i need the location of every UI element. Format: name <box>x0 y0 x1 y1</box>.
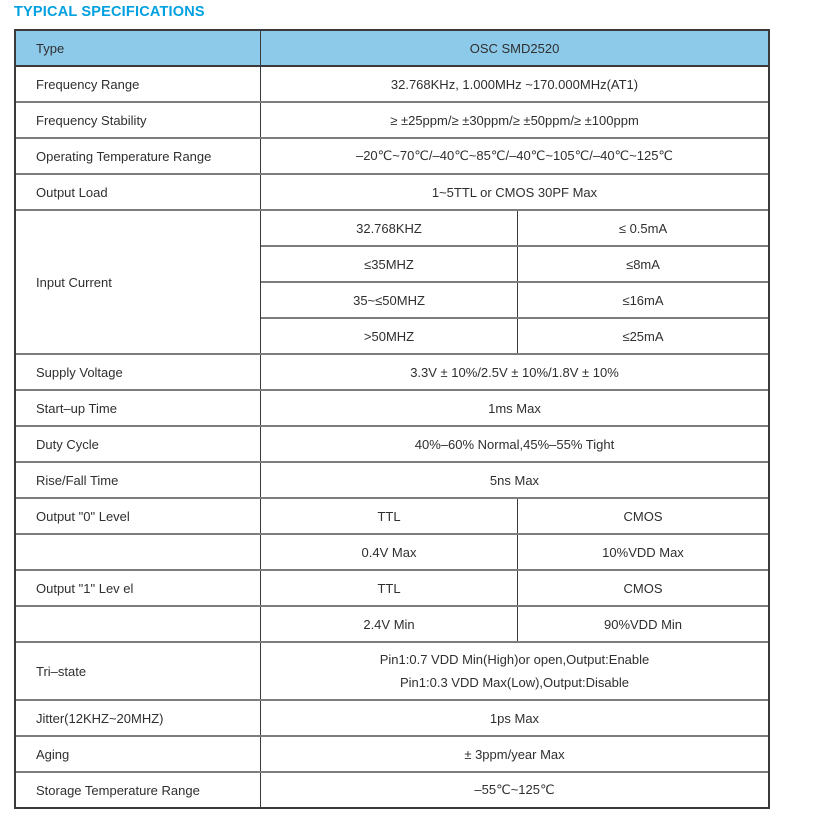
input-current-subrow <box>261 211 768 245</box>
row-label: Output "0" Level <box>16 499 261 533</box>
row-start-up-time <box>16 389 768 425</box>
tri-state-enable-line: Pin1:0.7 VDD Min(High)or open,Output:Enable <box>379 651 650 667</box>
current-value: ≤ 0.5mA <box>618 220 668 236</box>
input-current-subrow <box>261 245 768 281</box>
page-title: TYPICAL SPECIFICATIONS <box>14 4 205 20</box>
row-value: 1ms Max <box>488 400 541 416</box>
cmos-cell: CMOS <box>623 508 663 524</box>
row-label <box>16 535 261 569</box>
row-value: 1~5TTL or CMOS 30PF Max <box>431 184 598 200</box>
row-tri-state <box>16 641 768 699</box>
cmos-value-cell: 90%VDD Min <box>603 616 683 632</box>
row-label: Jitter(12KHZ~20MHZ) <box>16 701 261 735</box>
cmos-cell: CMOS <box>623 580 663 596</box>
row-input-current <box>16 209 768 353</box>
current-value: ≤16mA <box>622 292 664 308</box>
tri-state-values <box>261 643 768 699</box>
row-output-0-values <box>16 533 768 569</box>
row-output-0-level <box>16 497 768 533</box>
input-current-subrow <box>261 281 768 317</box>
row-label: Aging <box>16 737 261 771</box>
row-storage-temperature-range <box>16 771 768 807</box>
ttl-cell: TTL <box>261 499 518 533</box>
row-value: 3.3V ± 10%/2.5V ± 10%/1.8V ± 10% <box>410 364 619 380</box>
frequency-condition: ≤35MHZ <box>261 247 518 281</box>
row-label: Storage Temperature Range <box>16 773 261 807</box>
row-label: Output "1" Lev el <box>16 571 261 605</box>
table-header-row <box>16 31 768 65</box>
row-duty-cycle <box>16 425 768 461</box>
row-rise-fall-time <box>16 461 768 497</box>
row-value: –55℃~125℃ <box>474 782 555 797</box>
tri-state-disable-line: Pin1:0.3 VDD Max(Low),Output:Disable <box>399 675 630 691</box>
row-jitter <box>16 699 768 735</box>
row-value: 1ps Max <box>489 710 540 726</box>
row-value: 32.768KHz, 1.000MHz ~170.000MHz(AT1) <box>390 76 639 92</box>
row-frequency-range <box>16 65 768 101</box>
header-type-cell: Type <box>16 31 261 65</box>
row-label: Duty Cycle <box>16 427 261 461</box>
row-output-1-values <box>16 605 768 641</box>
row-label: Frequency Stability <box>16 103 261 137</box>
row-label: Start–up Time <box>16 391 261 425</box>
row-label: Operating Temperature Range <box>16 139 261 173</box>
row-aging <box>16 735 768 771</box>
row-value: 40%–60% Normal,45%–55% Tight <box>414 436 615 452</box>
row-operating-temperature-range <box>16 137 768 173</box>
row-label: Rise/Fall Time <box>16 463 261 497</box>
ttl-value-cell: 2.4V Min <box>261 607 518 641</box>
row-label: Frequency Range <box>16 67 261 101</box>
row-output-load <box>16 173 768 209</box>
input-current-subrow <box>261 317 768 353</box>
row-label <box>16 607 261 641</box>
current-value: ≤8mA <box>626 256 660 272</box>
row-value: –20℃~70℃/–40℃~85℃/–40℃~105℃/–40℃~125℃ <box>355 148 674 163</box>
ttl-value-cell: 0.4V Max <box>261 535 518 569</box>
ttl-cell: TTL <box>261 571 518 605</box>
current-value: ≤25mA <box>622 328 664 344</box>
row-output-1-level <box>16 569 768 605</box>
cmos-value-cell: 10%VDD Max <box>602 544 684 560</box>
row-label: Tri–state <box>16 643 261 699</box>
input-current-subtable <box>261 211 768 353</box>
row-value: 5ns Max <box>489 472 540 488</box>
row-value: ± 3ppm/year Max <box>464 746 565 762</box>
frequency-condition: 32.768KHZ <box>261 211 518 245</box>
row-supply-voltage <box>16 353 768 389</box>
spec-table <box>14 29 770 809</box>
row-value: ≥ ±25ppm/≥ ±30ppm/≥ ±50ppm/≥ ±100ppm <box>390 112 639 128</box>
row-label: Input Current <box>16 211 261 353</box>
frequency-condition: >50MHZ <box>261 319 518 353</box>
row-label: Supply Voltage <box>16 355 261 389</box>
row-frequency-stability <box>16 101 768 137</box>
row-label: Output Load <box>16 175 261 209</box>
frequency-condition: 35~≤50MHZ <box>261 283 518 317</box>
header-model-cell: OSC SMD2520 <box>469 40 560 56</box>
